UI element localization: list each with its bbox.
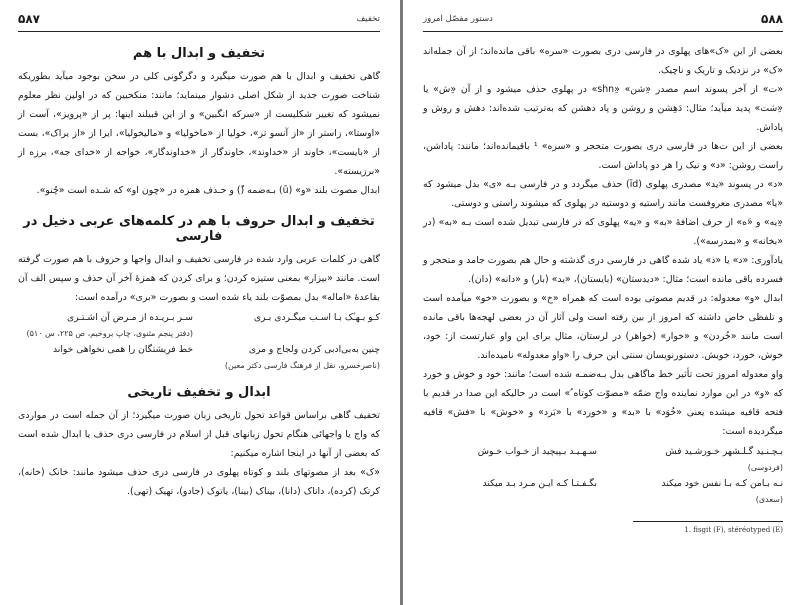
- footnote: 1. fisgit (F), stéréotyped (E): [684, 526, 783, 534]
- verse-source: (دفتر پنجم مثنوی، چاپ بروخیم، ص ۲۲۵، س ۵۱۰): [26, 329, 193, 338]
- verse-source: [423, 492, 597, 507]
- paragraph: ابدال مصوت بلند «و» (ū) بـه‌ضمه (ُ) و حـذف همزه در «چون او» که شـده است «چُنو».: [36, 185, 380, 196]
- right-running-head: دستور مفصّل امروز: [423, 14, 493, 24]
- verse-hemistich: سـهـیـد بـپیچید از خـواب خـوش: [477, 446, 597, 457]
- book-gutter: [400, 0, 403, 605]
- verse-hemistich: خط فریشتگان را همی نخواهی خواند: [52, 344, 193, 355]
- paragraph: گاهی در کلمات عربی وارد شده در فارسی تخفیف و ابدال واجها و حروف با هم صورت گرفته است. مانند «بیزار» بمعنی ستیزه کردن؛ و برای کردن که همزهٔ آخر آن حذف و سپس الف آن بقاعدهٔ «اماله» بدل بمصوّت بلند یاء شده است و بصورت «بری» درآمده است:: [18, 254, 380, 303]
- paragraph: یادآوری: «د» یا «ذ» یاد شده گاهی در فارسی دری گذشته و حال هم بصورت جامد و متحجر و فسرده باقی مانده است؛ مثال: «دیدستان» (بایستان)، «ید» (بار) و «دانه» (دان).: [423, 255, 783, 285]
- verse-hemistich: کـو بـهـٔک بـا اسـب میگـردی بـری: [253, 312, 380, 323]
- left-page: [18, 0, 380, 605]
- paragraph: بعضی از این ت‌ها در فارسی دری بصورت متحجر و «سره» ¹ باقیمانده‌اند؛ مانند: پاداشن، راست روشن: «د» و نیک را هر دو پاداش است.: [423, 141, 783, 171]
- verse-block: [18, 309, 380, 373]
- right-header-rule: [423, 31, 783, 32]
- verse-source: [423, 460, 597, 475]
- right-page-number: ۵۸۸: [761, 12, 783, 26]
- right-page-header: [423, 12, 783, 30]
- paragraph: «ک» بعد از مصوتهای بلند و کوتاه پهلوی در فارسی دری حذف میشود مانند: خانک (خانه)، کرتک (کرده)، داناک (دانا)، بیناک (بینا)، یاتوک (جادو)، تهیک (تهی).: [18, 467, 380, 497]
- left-header-rule: [18, 31, 380, 32]
- paragraph: ابدال «و» معدوله: در قدیم مصوتی بوده است که همراه «خ» و بصورت «خو» میآمده است و تلفظی خاص داشته که امروز از بین رفته است ولی آثار آن در بعضی لهجه‌ها باقی مانده است مانند «خُردن» و «خوار» (خواهر) در لرستان، مثال برای این واو عبارتست از: خود، خوش، خورد، خویش. دستورنویسان سنتی این حرف را «واو معدوله» نامیده‌اند.: [423, 293, 783, 361]
- paragraph: بعضی از این «ک»های پهلوی در فارسی دری بصورت «سره» باقی مانده‌اند؛ از آن جمله‌اند «ک» در نزدیک و تاریک و ناچیک.: [423, 46, 783, 76]
- verse-source: (ناصرخسرو، نقل از فرهنگ فارسی دکتر معین): [224, 361, 380, 370]
- left-page-content: [18, 42, 380, 605]
- verse-source: [205, 326, 380, 341]
- right-page-content: [423, 42, 783, 605]
- paragraph: تخفیف گاهی براساس قواعد تحول تاریخی زبان صورت میگیرد؛ از آن جمله است در مواردی که واج یا واجهائی هنگام تحول زبانهای قبل از اسلام در فارسی دری حذف یا ابدال شده است که بعضی از آنها در اینجا اشاره میکنیم:: [18, 410, 380, 459]
- verse-source: (فردوسی): [747, 463, 783, 472]
- paragraph: «د» در پسوند «ید» مصدری پهلوی (īd) حذف میگردد و در فارسی بـه «ی» بدل میشود که «یا» مصدری معروفست مانند راستیه و دوستیه در پهلوی که میشوند راستی و دوستی.: [423, 179, 783, 209]
- footnote-rule: [633, 521, 783, 522]
- paragraph: «ت» از آخر پسوند اسم مصدر «ِشن» «ِshn» در پهلوی حذف میشود و از آن «ِش» یا «ِشت» پدید میآید؛ مثال: دَهِشن و روشن و پاد دهشن که به‌ترتیب شده‌اند: دهش و روش و پاداش.: [423, 84, 783, 133]
- left-running-head: تخفیف: [356, 14, 380, 24]
- section-heading-takhfif-ebdal: تخفیف و ابدال با هم: [132, 46, 266, 61]
- verse-hemistich: بـچـنـید گـلـشهر خـورشـید فش: [665, 446, 783, 457]
- verse-hemistich: چنین به‌بی‌ادبی کردن ولجاج و مری: [248, 344, 380, 355]
- right-page: [423, 0, 783, 605]
- section-heading-historical: ابدال و تخفیف تاریخی: [127, 385, 271, 400]
- left-page-header: [18, 12, 380, 30]
- paragraph: واو معدوله امروز تحت تأثیر خط ماگاهی بدل بـه‌ضمـه شده است؛ مانند: خود و خوش و خورد که «و» در این موارد نماینده واج ضمّه «مصوّت کوتاه ُ» است در حالیکه این صدا در قدیم با فتحه قافیه میشده یعنی «خُوَد» با «بد» و «خورد» با «بَرد» و «خوش» با «فش» قافیه میگردیده است:: [423, 369, 783, 437]
- verse-hemistich: نـه بـامن کـه بـا نفس خود میکند: [661, 478, 783, 489]
- verse-hemistich: بگـفـتـا کـه ایـن مـرد بـد میکند: [482, 478, 597, 489]
- paragraph: گاهی تخفیف و ابدال با هم صورت میگیرد و دگرگونی کلی در سخن بوجود میآید بطوریکه شناخت صورت جدید از شکل اصلی دشوار مینماید؛ مانند: منکحیین که در اولین نظر معلوم نمیشود که تغییر شکلیست از «سرکه انگبین» و از این قبیلند اینها: پر از «پرویز»، آست از «اوستا»، زاستر از «از آنسو تر»، خولیا از «ماخولیا» و «مالیخولیا»، ایرا از «از یراک»، بست از «بایست»، خاوند از «خداوند»، خاوندگار از «خداوندگار»، خواجه از «خدای جه»، برزه از «برزیسته».: [18, 71, 380, 177]
- verse-hemistich: سـر بـریـده از مـرض آن اشـتـری: [66, 312, 193, 323]
- paragraph: «ِیه» و «َه» از حرف اضافهٔ «به» و «یه» پهلوی که در فارسی تبدیل شده است بـه «به» (در «بخانه» و «بمدرسه»).: [423, 217, 783, 247]
- left-page-number: ۵۸۷: [18, 12, 40, 26]
- verse-source: [18, 358, 193, 373]
- verse-block: [423, 443, 783, 507]
- section-heading-arabic-loanwords: تخفیف و ابدال حروف با هم در کلمه‌های عربی دخیل در فارسی: [23, 214, 375, 244]
- verse-source: (سعدی): [755, 495, 783, 504]
